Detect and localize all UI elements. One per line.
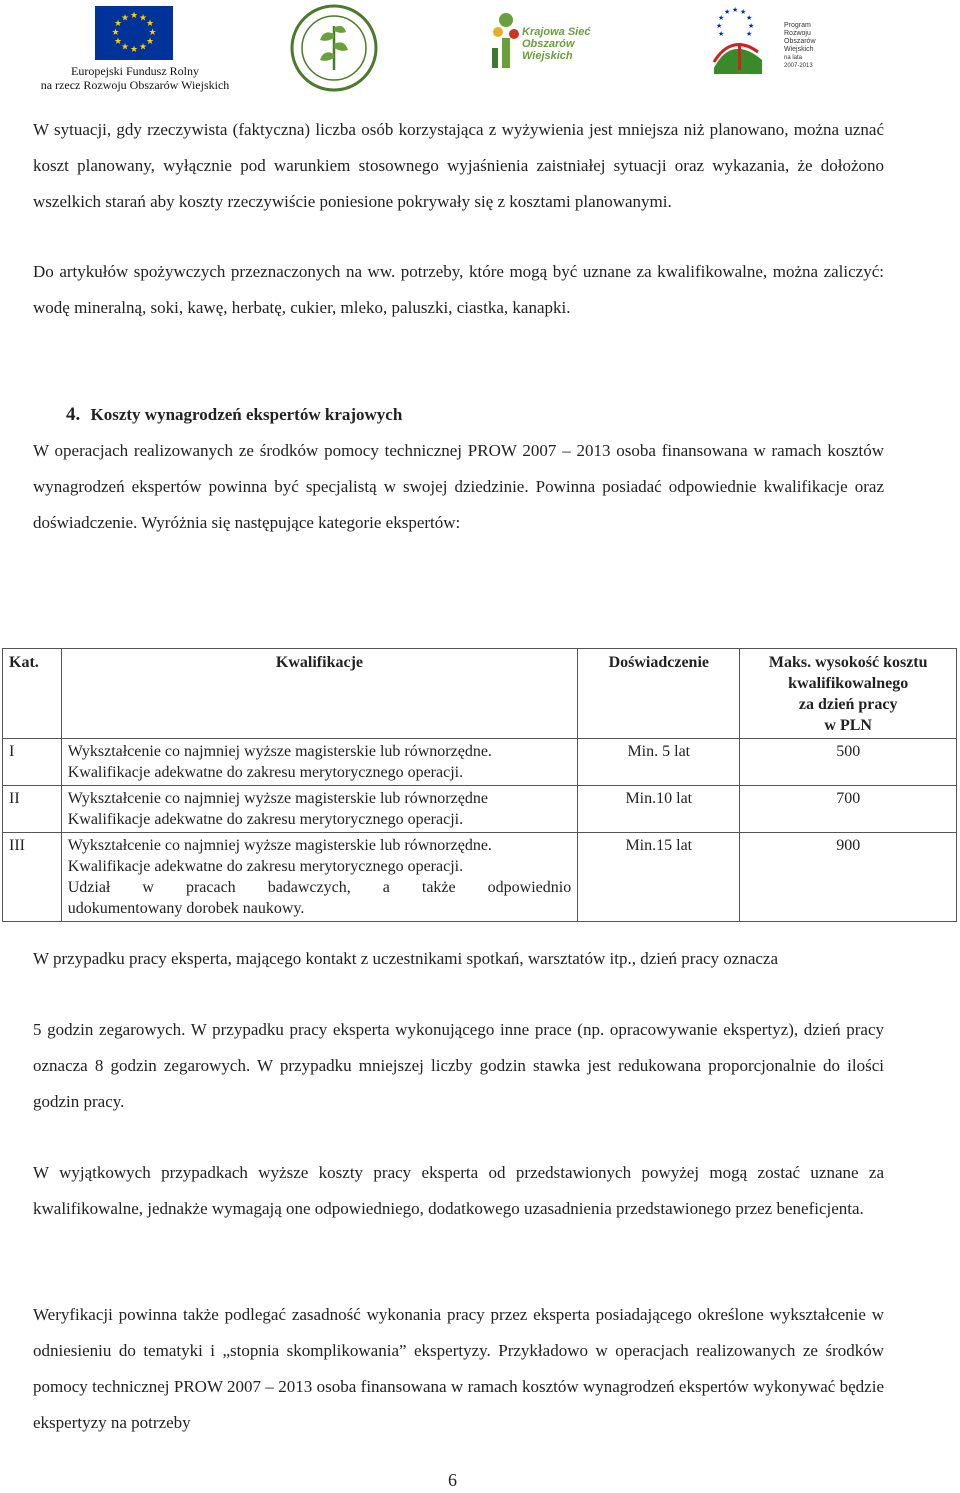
svg-text:★: ★ — [120, 13, 130, 24]
row-kwalifikacje — [61, 739, 577, 786]
row-doswiadczenie: Min. 5 lat — [578, 739, 740, 786]
row-kw-line: Kwalifikacje adekwatne do zakresu merytorycznego operacji. — [67, 811, 464, 828]
eu-caption-line1: Europejski Fundusz Rolny — [71, 64, 199, 78]
svg-text:★: ★ — [129, 45, 139, 55]
svg-text:★: ★ — [111, 28, 120, 38]
svg-text:★: ★ — [138, 42, 148, 53]
svg-text:★: ★ — [746, 30, 753, 38]
prow-line1: Program — [784, 22, 811, 29]
row-kw-line: Kwalifikacje adekwatne do zakresu merytorycznego operacji. — [67, 858, 464, 875]
header-max-cost — [740, 649, 957, 739]
svg-text:★: ★ — [732, 6, 739, 14]
svg-text:★: ★ — [145, 19, 155, 29]
row-max-cost: 700 — [740, 786, 957, 833]
ksow-line1: Krajowa Sieć — [522, 26, 591, 38]
row-kwalifikacje — [61, 786, 577, 833]
paragraph-expert-categories: W operacjach realizowanych ze środków pomocy technicznej PROW 2007 – 2013 osoba finansowana w ramach kosztów wynagrodzeń ekspertów powinna być specjalistą w swojej dziedzinie. Powinna posiadać odpowiednie kwalifikacje oraz doświadczenie. Wyróżnia się następujące kategorie ekspertów: — [33, 441, 884, 532]
svg-text:★: ★ — [120, 42, 130, 53]
row-kat: III — [3, 833, 62, 922]
header-kwalifikacje: Kwalifikacje — [61, 649, 577, 739]
row-max-cost: 500 — [740, 739, 957, 786]
row-kat: II — [3, 786, 62, 833]
row-kw-line: Wykształcenie co najmniej wyższe magisterskie lub równorzędne — [67, 790, 488, 807]
prow-line3: Obszarów — [784, 38, 816, 45]
svg-text:★: ★ — [148, 28, 157, 38]
ksow-line2: Obszarów Wiejskich — [522, 38, 575, 62]
row-doswiadczenie: Min.10 lat — [578, 786, 740, 833]
header-max-line4: w PLN — [824, 717, 872, 734]
svg-text:★: ★ — [145, 37, 155, 47]
prow-line2: Rozwoju — [784, 30, 811, 37]
paragraph-verification: Weryfikacji powinna także podlegać zasadność wykonania pracy przez eksperta posiadającego określone wykształcenie w odniesieniu do tematyki i „stopnia skomplikowania” ekspertyzy. Przykładowo w operacjach realizowanych ze środków pomocy technicznej PROW 2007 – 2013 osoba finansowana w ramach kosztów wynagrodzeń ekspertów wykonywać będzie ekspertyzy na potrzeby — [33, 1305, 884, 1432]
row-kw-line: Kwalifikacje adekwatne do zakresu merytorycznego operacji. — [67, 764, 464, 781]
table-row — [3, 739, 957, 786]
section-title: Koszty wynagrodzeń ekspertów krajowych — [90, 405, 403, 424]
svg-text:★: ★ — [718, 30, 725, 38]
svg-text:★: ★ — [113, 19, 123, 29]
svg-text:★: ★ — [716, 22, 723, 30]
prow-line5: na lata 2007-2013 — [784, 55, 813, 69]
prow-emblem-icon — [708, 4, 768, 84]
expert-categories-table — [2, 648, 957, 922]
section-heading — [66, 400, 402, 430]
eu-flag-logo — [95, 6, 173, 60]
prow-line4: Wiejskich — [784, 46, 814, 53]
svg-text:★: ★ — [746, 14, 753, 22]
paragraph-workday-contact: W przypadku pracy eksperta, mającego kontakt z uczestnikami spotkań, warsztatów itp., dzień pracy oznacza — [33, 949, 779, 968]
row-kw-line: udokumentowany dorobek naukowy. — [67, 900, 305, 917]
svg-text:★: ★ — [718, 14, 725, 22]
eu-caption-line2: na rzecz Rozwoju Obszarów Wiejskich — [40, 78, 230, 92]
header-max-line2: kwalifikowalnego — [788, 675, 909, 692]
ministry-of-agriculture-logo — [290, 4, 378, 92]
header-kat: Kat. — [3, 649, 62, 739]
paragraph-food-items: Do artykułów spożywczych przeznaczonych na ww. potrzeby, które mogą być uznane za kwalifikowalne, można zaliczyć: wodę mineralną, soki, kawę, herbatę, cukier, mleko, paluszki, ciastka, kanapki. — [33, 262, 884, 317]
paragraph-workday-hours: 5 godzin zegarowych. W przypadku pracy eksperta wykonującego inne prace (np. opracowywanie ekspertyz), dzień pracy oznacza 8 godzin zegarowych. W przypadku mniejszej liczby godzin stawka jest redukowana proporcjonalnie do ilości godzin pracy. — [33, 1020, 884, 1111]
row-kw-line: Wykształcenie co najmniej wyższe magisterskie lub równorzędne. — [67, 743, 492, 760]
header-max-line3: za dzień pracy — [798, 696, 898, 713]
prow-logo — [708, 4, 816, 84]
svg-text:★: ★ — [724, 8, 731, 16]
svg-text:★: ★ — [113, 37, 123, 47]
row-max-cost: 900 — [740, 833, 957, 922]
header-doswiadczenie: Doświadczenie — [578, 649, 740, 739]
table-row — [3, 833, 957, 922]
page-number: 6 — [448, 1470, 457, 1490]
header-max-line1: Maks. wysokość kosztu — [768, 654, 928, 671]
ksow-logo — [488, 8, 598, 74]
svg-text:★: ★ — [129, 11, 139, 21]
row-kw-line: Udział w pracach badawczych, a także odpowiednio — [67, 879, 572, 896]
svg-text:★: ★ — [138, 13, 148, 24]
row-doswiadczenie: Min.15 lat — [578, 833, 740, 922]
paragraph-meals-actual-count: W sytuacji, gdy rzeczywista (faktyczna) liczba osób korzystająca z wyżywienia jest mniejsza niż planowano, można uznać koszt planowany, wyłącznie pod warunkiem stosownego wyjaśnienia zaistniałej sytuacji oraz wykazania, że dołożono wszelkich starań aby koszty rzeczywiście poniesione pokrywały się z kosztami planowanymi. — [33, 120, 884, 211]
row-kwalifikacje — [61, 833, 577, 922]
eu-fund-caption — [40, 64, 230, 92]
svg-text:★: ★ — [740, 8, 747, 16]
svg-text:★: ★ — [748, 22, 755, 30]
row-kw-line: Wykształcenie co najmniej wyższe magisterskie lub równorzędne. — [67, 837, 492, 854]
table-header-row — [3, 649, 957, 739]
section-number: 4. — [66, 404, 81, 425]
table-row — [3, 786, 957, 833]
paragraph-exceptional-costs: W wyjątkowych przypadkach wyższe koszty pracy eksperta od przedstawionych powyżej mogą zostać uznane za kwalifikowalne, jednakże wymagają one odpowiedniego, dodatkowego uzasadnienia przedstawionego przez beneficjenta. — [33, 1163, 884, 1218]
page-header — [0, 0, 960, 100]
row-kat: I — [3, 739, 62, 786]
